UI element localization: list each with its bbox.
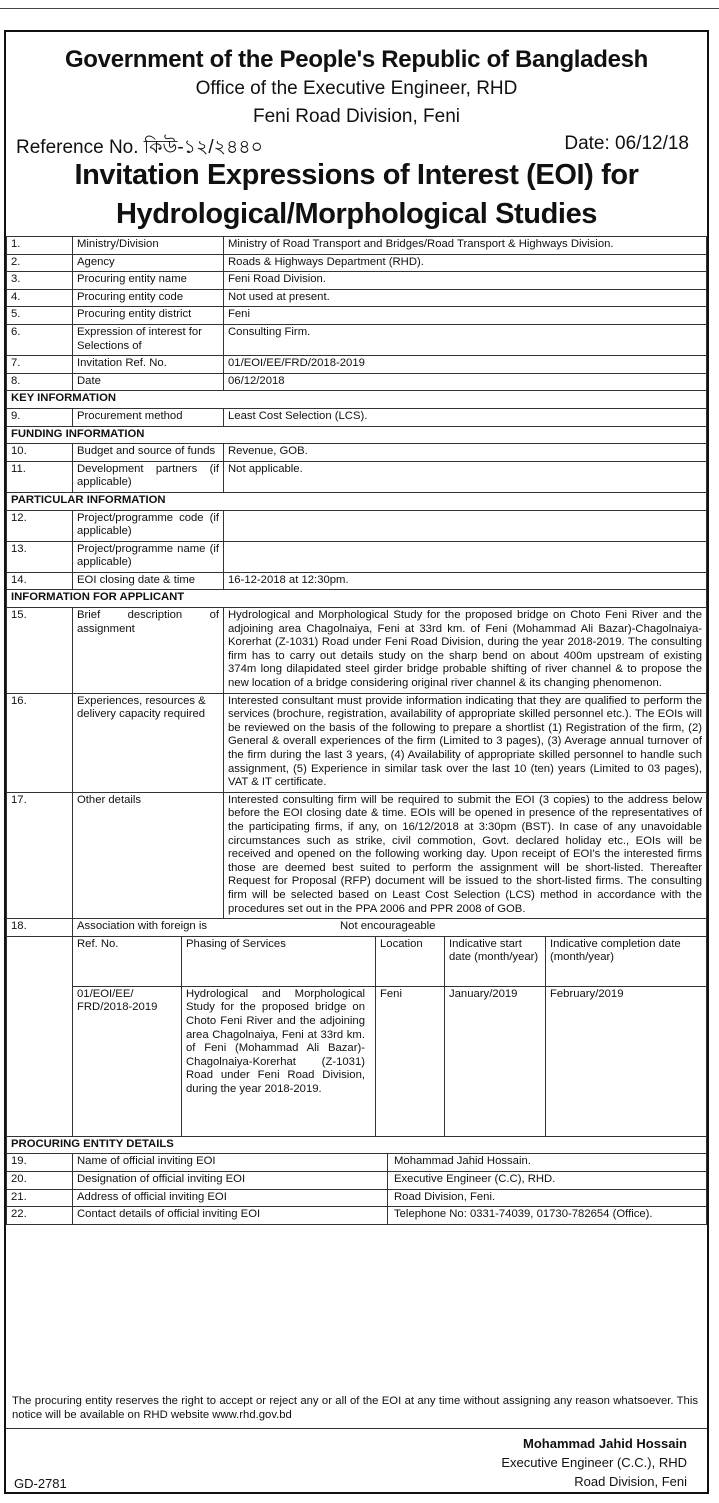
row-number: 6. <box>7 324 73 355</box>
row-label: Procuring entity name <box>73 272 224 290</box>
services-completion: February/2019 <box>546 986 707 1136</box>
row-number: 18. <box>7 919 73 937</box>
table-row <box>7 356 707 374</box>
reference-number: Reference No. কিউ-১২/২৪৪০ <box>16 137 263 158</box>
row-label: Address of official inviting EOI <box>73 1190 388 1207</box>
signature-block <box>501 1434 687 1491</box>
row-number: 13. <box>7 541 73 572</box>
table-row <box>7 541 707 572</box>
signatory-office: Road Division, Feni <box>574 1474 687 1489</box>
services-header-start: Indicative start date (month/year) <box>445 937 546 987</box>
services-location: Feni <box>376 986 445 1136</box>
top-strip <box>0 0 719 10</box>
row-number: 20. <box>7 1171 73 1189</box>
row-number: 15. <box>7 608 73 694</box>
row-value: Least Cost Selection (LCS). <box>224 408 707 426</box>
row-value: 01/EOI/EE/FRD/2018-2019 <box>224 356 707 374</box>
row-value: Interested consulting firm will be required to submit the EOI (3 copies) to the address below before the EOI closing date & time. EOIs will be opened in presence of the representatives of the participating firms, if any, on 16/12/2018 at 3:30pm (BST). In case of any unavoidable circumstances such as strike, civil commotion, Govt. declared holiday etc., EOIs will be received and opened on the following working day. Upon receipt of EOI's the interested firms those are deemed best suited to perform the assignment will be short-listed. Thereafter Request for Proposal (RFP) document will be issued to the short-listed firms. The consulting firm will be selected based on Least Cost Selection (LCS) method in accordance with the procedures set out in the PPA 2006 and PPR 2008 of GOB. <box>224 792 707 918</box>
title-line-2: Hydrological/Morphological Studies <box>115 198 598 230</box>
row-label: Procuring entity code <box>73 289 224 307</box>
table-row <box>7 693 707 792</box>
table-row <box>7 444 707 462</box>
services-ref: 01/EOI/EE/ FRD/2018-2019 <box>73 986 182 1136</box>
table-row <box>7 408 707 426</box>
office-heading: Office of the Executive Engineer, RHD <box>195 78 518 99</box>
section-funding-information: FUNDING INFORMATION <box>7 426 707 444</box>
services-header-location: Location <box>376 937 445 987</box>
row-label: Date <box>73 373 224 391</box>
services-data-row <box>73 986 706 1136</box>
divider <box>6 1428 707 1429</box>
table-row <box>7 1154 707 1172</box>
section-particular-information: PARTICULAR INFORMATION <box>7 492 707 510</box>
notice-title <box>6 156 707 234</box>
row-number: 3. <box>7 272 73 290</box>
row-value: Mohammad Jahid Hossain. <box>394 1155 531 1168</box>
row-value: Not applicable. <box>224 461 707 492</box>
association-cell <box>73 919 707 937</box>
services-spacer <box>7 936 73 1136</box>
row-value: Revenue, GOB. <box>224 444 707 462</box>
association-value: Not encourageable <box>340 920 436 933</box>
division-heading: Feni Road Division, Feni <box>253 106 460 127</box>
table-row <box>7 792 707 918</box>
row-number: 9. <box>7 408 73 426</box>
row-label: Ministry/Division <box>73 237 224 255</box>
row-number: 21. <box>7 1189 73 1207</box>
table-row <box>7 1189 707 1207</box>
row-value <box>224 510 707 541</box>
title-line-1: Invitation Expressions of Interest (EOI) for <box>74 159 639 191</box>
row-value: Roads & Highways Department (RHD). <box>224 254 707 272</box>
services-row <box>7 936 707 1136</box>
row-number: 4. <box>7 289 73 307</box>
table-row <box>7 608 707 694</box>
row-value: 06/12/2018 <box>224 373 707 391</box>
row-label: Project/programme name (if applicable) <box>73 541 224 572</box>
procuring-cell <box>73 1189 707 1207</box>
row-label: Contact details of official inviting EOI <box>73 1207 388 1224</box>
row-number: 16. <box>7 693 73 792</box>
table-row <box>7 272 707 290</box>
table-row <box>7 1171 707 1189</box>
notice-frame <box>4 30 709 1494</box>
row-value <box>224 541 707 572</box>
services-cell <box>73 936 707 1136</box>
row-value: Telephone No: 0331-74039, 01730-782654 (Office). <box>394 1208 653 1221</box>
row-value: Ministry of Road Transport and Bridges/Road Transport & Highways Division. <box>224 237 707 255</box>
table-row <box>7 572 707 590</box>
row-number: 19. <box>7 1154 73 1172</box>
section-procuring-entity-details: PROCURING ENTITY DETAILS <box>7 1136 707 1154</box>
procuring-cell <box>73 1171 707 1189</box>
government-heading: Government of the People's Republic of Bangladesh <box>64 46 649 73</box>
row-label: Experiences, resources & delivery capacity required <box>73 693 224 792</box>
row-label: Other details <box>73 792 224 918</box>
row-number: 14. <box>7 572 73 590</box>
row-label: Procurement method <box>73 408 224 426</box>
table-row <box>7 373 707 391</box>
row-label: Agency <box>73 254 224 272</box>
services-header-row <box>73 937 706 987</box>
row-value: 16-12-2018 at 12:30pm. <box>224 572 707 590</box>
services-start: January/2019 <box>445 986 546 1136</box>
row-number: 12. <box>7 510 73 541</box>
procuring-cell <box>73 1207 707 1225</box>
row-value: Hydrological and Morphological Study for the proposed bridge on Choto Feni River and the adjoining area Chagolnaiya, Feni at 33rd km. of Feni (Mohammad Ali Bazar)-Chagolnaiya-Korerhat (Z-1031) Road under Feni Road Division, during the year 2018-2019. The consulting firm has to carry out details study on the sharp bend on about 400m upstream of existing 374m long dilapidated steel girder bridge probable shifting of river channel & to propose the new location of a bridge considering original river channel & its changing phenomenon. <box>224 608 707 694</box>
services-phasing: Hydrological and Morphological Study for the proposed bridge on Choto Feni River and the adjoining area Chagolnaiya, Feni at 33rd km. of Feni (Mohammad Ali Bazar)-Chagolnaiya-Korerhat (Z-1031) Road under Feni Road Division, during the year 2018-2019. <box>182 986 376 1136</box>
row-value: Consulting Firm. <box>224 324 707 355</box>
row-value: Not used at present. <box>224 289 707 307</box>
table-row <box>7 324 707 355</box>
notice-date: Date: 06/12/18 <box>564 133 689 154</box>
section-information-for-applicant: INFORMATION FOR APPLICANT <box>7 590 707 608</box>
association-label: Association with foreign is <box>77 920 207 933</box>
procuring-cell <box>73 1154 707 1172</box>
section-key-information: KEY INFORMATION <box>7 391 707 409</box>
services-table <box>73 937 706 1136</box>
table-row <box>7 254 707 272</box>
table-row <box>7 919 707 937</box>
gd-number: GD-2781 <box>14 1476 67 1491</box>
row-label: Procuring entity district <box>73 307 224 325</box>
table-row <box>7 461 707 492</box>
row-number: 1. <box>7 237 73 255</box>
table-row <box>7 1207 707 1225</box>
signatory-designation: Executive Engineer (C.C.), RHD <box>501 1455 687 1470</box>
table-row <box>7 510 707 541</box>
row-label: Budget and source of funds <box>73 444 224 462</box>
row-label: Expression of interest for Selections of <box>73 324 224 355</box>
services-header-ref: Ref. No. <box>73 937 182 987</box>
table-row <box>7 237 707 255</box>
row-number: 5. <box>7 307 73 325</box>
footer-note: The procuring entity reserves the right to accept or reject any or all of the EOI at any time without assigning any reason whatsoever. This notice will be available on RHD website www.rhd.gov.bd <box>12 1395 698 1421</box>
row-number: 11. <box>7 461 73 492</box>
signatory-name: Mohammad Jahid Hossain <box>523 1436 687 1451</box>
table-row <box>7 307 707 325</box>
eoi-table <box>6 236 707 1225</box>
row-label: EOI closing date & time <box>73 572 224 590</box>
row-number: 17. <box>7 792 73 918</box>
row-value: Road Division, Feni. <box>394 1190 496 1203</box>
services-header-completion: Indicative completion date (month/year) <box>546 937 707 987</box>
row-label: Invitation Ref. No. <box>73 356 224 374</box>
row-value: Feni Road Division. <box>224 272 707 290</box>
row-value: Interested consultant must provide information indicating that they are qualified to perform the services (brochure, registration, availability of appropriate skilled personnel etc.). The EOIs will be reviewed on the basis of the following to prepare a shortlist (1) Registration of the firm, (2) General & overall experiences of the firm (Limited to 3 pages), (3) Average annual turnover of the firm during the last 3 years, (4) Availability of appropriate skilled personnel to handle such assignment, (5) Experience in similar task over the last 10 (ten) years (Limited to 03 pages), VAT & IT certificate. <box>224 693 707 792</box>
row-number: 2. <box>7 254 73 272</box>
row-value: Feni <box>224 307 707 325</box>
row-label: Project/programme code (if applicable) <box>73 510 224 541</box>
row-label: Brief description of assignment <box>73 608 224 694</box>
row-value: Executive Engineer (C.C), RHD. <box>394 1172 556 1185</box>
row-number: 22. <box>7 1207 73 1225</box>
row-number: 7. <box>7 356 73 374</box>
table-row <box>7 289 707 307</box>
row-number: 10. <box>7 444 73 462</box>
services-header-phasing: Phasing of Services <box>182 937 376 987</box>
row-label: Designation of official inviting EOI <box>73 1172 388 1189</box>
row-number: 8. <box>7 373 73 391</box>
row-label: Development partners (if applicable) <box>73 461 224 492</box>
row-label: Name of official inviting EOI <box>73 1154 388 1171</box>
